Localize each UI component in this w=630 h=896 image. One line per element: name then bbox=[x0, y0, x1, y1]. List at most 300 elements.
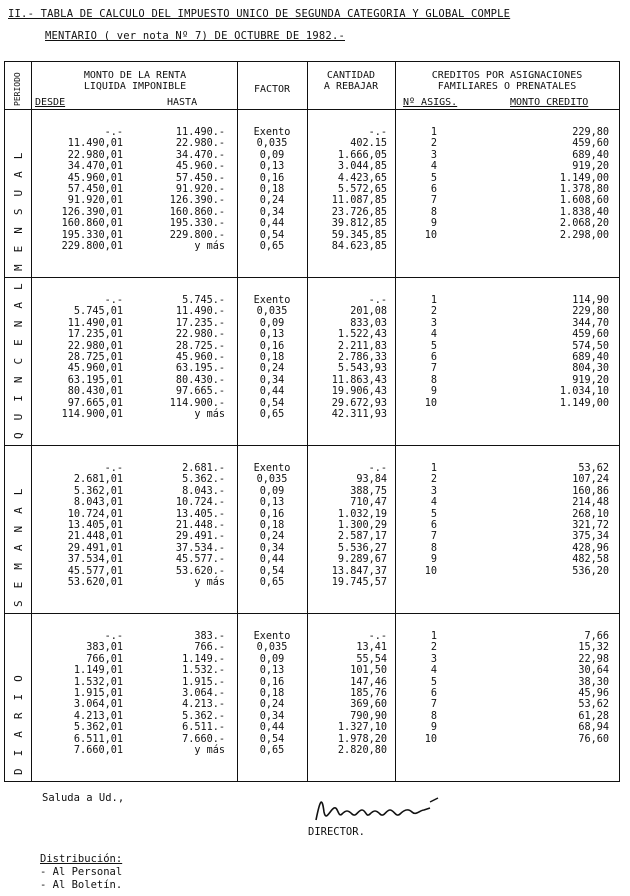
cell-hasta: 97.665.- bbox=[175, 386, 225, 398]
cell-rebaja: 147,46 bbox=[350, 676, 387, 688]
cell-monto-credito: 1.378,80 bbox=[559, 184, 609, 195]
table-row bbox=[5, 577, 619, 588]
table-row bbox=[5, 138, 619, 149]
cell-hasta: 53.620.- bbox=[175, 565, 225, 577]
cell-factor: 0,13 bbox=[259, 329, 285, 341]
cell-monto-credito: 459,60 bbox=[572, 329, 609, 341]
cell-monto-credito: 1.034,10 bbox=[559, 386, 609, 398]
cell-nro-asigs: 4 bbox=[430, 665, 437, 677]
cell-factor: 0,18 bbox=[259, 352, 285, 363]
cell-nro-asigs: 10 bbox=[424, 565, 437, 577]
header-cantidad-line1: CANTIDAD bbox=[326, 70, 376, 81]
cell-rebaja: 2.820,80 bbox=[337, 745, 387, 756]
distribution-item-personal: - Al Personal bbox=[40, 866, 123, 878]
cell-desde: 160.860,01 bbox=[61, 218, 123, 230]
cell-monto-credito: 114,90 bbox=[572, 295, 609, 306]
table-row bbox=[5, 375, 619, 386]
cell-desde: 5.362,01 bbox=[73, 485, 123, 497]
cell-desde: 34.470,01 bbox=[67, 161, 123, 173]
cell-monto-credito: 344,70 bbox=[572, 317, 609, 329]
cell-desde: -.- bbox=[104, 463, 123, 474]
cell-factor: 0,13 bbox=[259, 161, 285, 173]
cell-monto-credito: 919,20 bbox=[572, 374, 609, 386]
cell-nro-asigs: 3 bbox=[430, 317, 437, 329]
cell-monto-credito: 7,66 bbox=[584, 631, 609, 642]
cell-nro-asigs: 7 bbox=[430, 363, 437, 375]
cell-rebaja: 5.543,93 bbox=[337, 363, 387, 375]
cell-nro-asigs: 5 bbox=[430, 340, 437, 352]
cell-rebaja: 13,41 bbox=[356, 642, 387, 654]
cell-desde: 1.532,01 bbox=[73, 676, 123, 688]
cell-factor: 0,13 bbox=[259, 497, 285, 509]
closing-greeting: Saluda a Ud., bbox=[42, 792, 125, 804]
cell-hasta: 29.491.- bbox=[175, 531, 225, 543]
cell-monto-credito: 375,34 bbox=[572, 531, 609, 543]
cell-monto-credito: 804,30 bbox=[572, 363, 609, 375]
table-row bbox=[5, 642, 619, 653]
table-row bbox=[5, 688, 619, 699]
cell-rebaja: 4.423,65 bbox=[337, 172, 387, 184]
cell-hasta: 22.980.- bbox=[175, 138, 225, 150]
cell-factor: 0,24 bbox=[259, 699, 285, 711]
table-row bbox=[5, 531, 619, 542]
cell-factor: 0,24 bbox=[259, 195, 285, 207]
cell-rebaja: 42.311,93 bbox=[331, 409, 387, 420]
cell-hasta: 160.860.- bbox=[169, 206, 225, 218]
table-row bbox=[5, 699, 619, 710]
distribution-heading: Distribución: bbox=[40, 853, 123, 865]
cell-hasta: y más bbox=[194, 241, 225, 252]
table-row bbox=[5, 329, 619, 340]
table-row bbox=[5, 341, 619, 352]
cell-nro-asigs: 1 bbox=[430, 295, 437, 306]
cell-rebaja: 39.812,85 bbox=[331, 218, 387, 230]
cell-monto-credito: 689,40 bbox=[572, 149, 609, 161]
cell-monto-credito: 30,64 bbox=[578, 665, 609, 677]
cell-hasta: 766.- bbox=[194, 642, 225, 654]
header-cantidad-line2: A REBAJAR bbox=[323, 81, 379, 92]
document-title-line-2 bbox=[45, 30, 345, 42]
cell-nro-asigs: 1 bbox=[430, 127, 437, 138]
cell-rebaja: 201,08 bbox=[350, 306, 387, 318]
cell-desde: 28.725,01 bbox=[67, 352, 123, 363]
table-row bbox=[5, 127, 619, 138]
cell-rebaja: 402.15 bbox=[350, 138, 387, 150]
cell-monto-credito: 53,62 bbox=[578, 699, 609, 711]
cell-monto-credito: 61,28 bbox=[578, 710, 609, 722]
cell-monto-credito: 268,10 bbox=[572, 508, 609, 520]
cell-factor: 0,54 bbox=[259, 397, 285, 409]
cell-hasta: 6.511.- bbox=[182, 722, 225, 734]
cell-monto-credito: 160,86 bbox=[572, 485, 609, 497]
cell-hasta: 4.213.- bbox=[182, 699, 225, 711]
table-row bbox=[5, 745, 619, 756]
cell-factor: 0,16 bbox=[259, 508, 285, 520]
cell-monto-credito: 1.608,60 bbox=[559, 195, 609, 207]
cell-nro-asigs: 2 bbox=[430, 474, 437, 486]
cell-desde: 2.681,01 bbox=[73, 474, 123, 486]
table-row bbox=[5, 230, 619, 241]
cell-hasta: 10.724.- bbox=[175, 497, 225, 509]
cell-desde: 29.491,01 bbox=[67, 542, 123, 554]
section-divider bbox=[5, 277, 619, 278]
cell-rebaja: 2.211,83 bbox=[337, 340, 387, 352]
cell-hasta: 45.960.- bbox=[175, 352, 225, 363]
cell-rebaja: 11.087,85 bbox=[331, 195, 387, 207]
cell-factor: 0,34 bbox=[259, 542, 285, 554]
cell-monto-credito: 574,50 bbox=[572, 340, 609, 352]
cell-nro-asigs: 3 bbox=[430, 653, 437, 665]
cell-rebaja: 29.672,93 bbox=[331, 397, 387, 409]
cell-nro-asigs: 9 bbox=[430, 722, 437, 734]
cell-hasta: 383.- bbox=[194, 631, 225, 642]
table-row bbox=[5, 241, 619, 252]
cell-monto-credito: 38,30 bbox=[578, 676, 609, 688]
cell-hasta: 91.920.- bbox=[175, 184, 225, 195]
cell-rebaja: 1.522,43 bbox=[337, 329, 387, 341]
cell-nro-asigs: 4 bbox=[430, 329, 437, 341]
cell-factor: 0,18 bbox=[259, 688, 285, 699]
table-row bbox=[5, 711, 619, 722]
section-divider bbox=[5, 445, 619, 446]
cell-hasta: y más bbox=[194, 577, 225, 588]
table-row bbox=[5, 409, 619, 420]
cell-nro-asigs: 6 bbox=[430, 688, 437, 699]
cell-monto-credito: 428,96 bbox=[572, 542, 609, 554]
cell-nro-asigs: 1 bbox=[430, 631, 437, 642]
cell-hasta: 8.043.- bbox=[182, 485, 225, 497]
table-row bbox=[5, 295, 619, 306]
cell-nro-asigs: 5 bbox=[430, 508, 437, 520]
table-row bbox=[5, 554, 619, 565]
cell-factor: 0,54 bbox=[259, 565, 285, 577]
table-row bbox=[5, 218, 619, 229]
cell-hasta: y más bbox=[194, 409, 225, 420]
cell-desde: 5.362,01 bbox=[73, 722, 123, 734]
cell-factor: 0,44 bbox=[259, 722, 285, 734]
cell-desde: 45.577,01 bbox=[67, 565, 123, 577]
cell-factor: 0,65 bbox=[259, 241, 285, 252]
section-label-diario: DIARIO bbox=[12, 663, 25, 775]
cell-rebaja: 19.745,57 bbox=[331, 577, 387, 588]
cell-monto-credito: 2.068,20 bbox=[559, 218, 609, 230]
cell-rebaja: 9.289,67 bbox=[337, 554, 387, 566]
cell-desde: 383,01 bbox=[86, 642, 123, 654]
header-monto-line1: MONTO DE LA RENTA bbox=[83, 70, 187, 81]
cell-nro-asigs: 3 bbox=[430, 149, 437, 161]
cell-hasta: 2.681.- bbox=[182, 463, 225, 474]
cell-rebaja: -.- bbox=[368, 295, 387, 306]
table-row bbox=[5, 173, 619, 184]
cell-hasta: 34.470.- bbox=[175, 149, 225, 161]
distribution-item-boletin: - Al Boletín. bbox=[40, 879, 123, 891]
cell-desde: -.- bbox=[104, 127, 123, 138]
cell-desde: 5.745,01 bbox=[73, 306, 123, 318]
cell-hasta: 28.725.- bbox=[175, 340, 225, 352]
cell-rebaja: 84.623,85 bbox=[331, 241, 387, 252]
cell-factor: 0,09 bbox=[259, 149, 285, 161]
cell-hasta: 45.577.- bbox=[175, 554, 225, 566]
cell-factor: 0,65 bbox=[259, 745, 285, 756]
cell-desde: 22.980,01 bbox=[67, 149, 123, 161]
cell-monto-credito: 45,96 bbox=[578, 688, 609, 699]
cell-hasta: 37.534.- bbox=[175, 542, 225, 554]
cell-factor: Exento bbox=[253, 295, 291, 306]
table-row bbox=[5, 352, 619, 363]
cell-rebaja: 369,60 bbox=[350, 699, 387, 711]
cell-desde: 63.195,01 bbox=[67, 374, 123, 386]
cell-rebaja: 55,54 bbox=[356, 653, 387, 665]
cell-rebaja: 1.300,29 bbox=[337, 520, 387, 531]
table-row bbox=[5, 566, 619, 577]
cell-rebaja: 3.044,85 bbox=[337, 161, 387, 173]
cell-factor: Exento bbox=[253, 631, 291, 642]
cell-rebaja: -.- bbox=[368, 463, 387, 474]
cell-rebaja: 13.847,37 bbox=[331, 565, 387, 577]
cell-rebaja: 710,47 bbox=[350, 497, 387, 509]
cell-rebaja: 19.906,43 bbox=[331, 386, 387, 398]
cell-desde: 45.960,01 bbox=[67, 363, 123, 375]
cell-desde: 195.330,01 bbox=[61, 229, 123, 241]
cell-rebaja: -.- bbox=[368, 127, 387, 138]
cell-factor: 0,54 bbox=[259, 733, 285, 745]
cell-nro-asigs: 8 bbox=[430, 710, 437, 722]
cell-desde: 6.511,01 bbox=[73, 733, 123, 745]
cell-factor: Exento bbox=[253, 463, 291, 474]
cell-factor: 0,44 bbox=[259, 218, 285, 230]
cell-factor: 0,34 bbox=[259, 374, 285, 386]
table-row bbox=[5, 509, 619, 520]
cell-factor: 0,54 bbox=[259, 229, 285, 241]
cell-nro-asigs: 9 bbox=[430, 386, 437, 398]
cell-factor: 0,035 bbox=[256, 642, 288, 654]
cell-nro-asigs: 4 bbox=[430, 161, 437, 173]
cell-rebaja: 59.345,85 bbox=[331, 229, 387, 241]
cell-hasta: 1.915.- bbox=[182, 676, 225, 688]
cell-nro-asigs: 1 bbox=[430, 463, 437, 474]
cell-monto-credito: 229,80 bbox=[572, 127, 609, 138]
cell-rebaja: 1.666,05 bbox=[337, 149, 387, 161]
cell-hasta: 1.532.- bbox=[182, 665, 225, 677]
cell-rebaja: -.- bbox=[368, 631, 387, 642]
cell-desde: 53.620,01 bbox=[67, 577, 123, 588]
cell-hasta: 63.195.- bbox=[175, 363, 225, 375]
cell-hasta: 126.390.- bbox=[169, 195, 225, 207]
header-monto-line2: LIQUIDA IMPONIBLE bbox=[83, 81, 187, 92]
cell-desde: -.- bbox=[104, 295, 123, 306]
document-title-line-1 bbox=[8, 8, 510, 20]
cell-desde: 22.980,01 bbox=[67, 340, 123, 352]
cell-desde: 126.390,01 bbox=[61, 206, 123, 218]
cell-rebaja: 185,76 bbox=[350, 688, 387, 699]
cell-rebaja: 5.536,27 bbox=[337, 542, 387, 554]
cell-nro-asigs: 8 bbox=[430, 374, 437, 386]
cell-nro-asigs: 7 bbox=[430, 195, 437, 207]
table-row bbox=[5, 161, 619, 172]
cell-nro-asigs: 5 bbox=[430, 172, 437, 184]
cell-rebaja: 93,84 bbox=[356, 474, 387, 486]
table-row bbox=[5, 722, 619, 733]
table-row bbox=[5, 398, 619, 409]
table-row bbox=[5, 463, 619, 474]
title-line-2: MENTARIO ( ver nota Nº 7) DE OCTUBRE DE 1982.- bbox=[45, 30, 345, 42]
cell-desde: 1.915,01 bbox=[73, 688, 123, 699]
cell-monto-credito: 1.149,00 bbox=[559, 397, 609, 409]
table-row bbox=[5, 734, 619, 745]
cell-factor: 0,035 bbox=[256, 474, 288, 486]
cell-desde: 114.900,01 bbox=[61, 409, 123, 420]
header-factor: FACTOR bbox=[253, 84, 291, 95]
cell-factor: 0,18 bbox=[259, 520, 285, 531]
cell-rebaja: 11.863,43 bbox=[331, 374, 387, 386]
header-desde: DESDE bbox=[35, 97, 66, 108]
cell-factor: 0,16 bbox=[259, 172, 285, 184]
cell-hasta: 13.405.- bbox=[175, 508, 225, 520]
cell-rebaja: 5.572,65 bbox=[337, 184, 387, 195]
cell-nro-asigs: 6 bbox=[430, 520, 437, 531]
cell-hasta: 3.064.- bbox=[182, 688, 225, 699]
cell-desde: 229.800,01 bbox=[61, 241, 123, 252]
section-divider bbox=[5, 613, 619, 614]
tax-table bbox=[4, 61, 620, 782]
cell-desde: 3.064,01 bbox=[73, 699, 123, 711]
table-row bbox=[5, 150, 619, 161]
header-creditos-line2: FAMILIARES O PRENATALES bbox=[437, 81, 577, 92]
cell-hasta: 45.960.- bbox=[175, 161, 225, 173]
header-monto-credito: MONTO CREDITO bbox=[510, 97, 589, 108]
cell-desde: 80.430,01 bbox=[67, 386, 123, 398]
table-row bbox=[5, 195, 619, 206]
cell-rebaja: 2.587,17 bbox=[337, 531, 387, 543]
cell-factor: 0,65 bbox=[259, 409, 285, 420]
cell-monto-credito: 214,48 bbox=[572, 497, 609, 509]
cell-monto-credito: 76,60 bbox=[578, 733, 609, 745]
cell-rebaja: 23.726,85 bbox=[331, 206, 387, 218]
cell-nro-asigs: 10 bbox=[424, 229, 437, 241]
table-row bbox=[5, 386, 619, 397]
cell-hasta: 11.490.- bbox=[175, 127, 225, 138]
cell-nro-asigs: 8 bbox=[430, 542, 437, 554]
cell-factor: 0,44 bbox=[259, 554, 285, 566]
cell-nro-asigs: 2 bbox=[430, 642, 437, 654]
cell-factor: 0,09 bbox=[259, 653, 285, 665]
table-row bbox=[5, 497, 619, 508]
cell-factor: 0,16 bbox=[259, 340, 285, 352]
cell-desde: 8.043,01 bbox=[73, 497, 123, 509]
cell-desde: -.- bbox=[104, 631, 123, 642]
cell-desde: 13.405,01 bbox=[67, 520, 123, 531]
table-row bbox=[5, 207, 619, 218]
table-row bbox=[5, 474, 619, 485]
cell-monto-credito: 919,20 bbox=[572, 161, 609, 173]
header-creditos bbox=[397, 70, 617, 92]
cell-hasta: 17.235.- bbox=[175, 317, 225, 329]
cell-monto-credito: 689,40 bbox=[572, 352, 609, 363]
cell-desde: 10.724,01 bbox=[67, 508, 123, 520]
cell-hasta: y más bbox=[194, 745, 225, 756]
section-label-semanal: SEMANAL bbox=[12, 476, 25, 607]
cell-nro-asigs: 6 bbox=[430, 352, 437, 363]
cell-hasta: 5.362.- bbox=[182, 710, 225, 722]
cell-monto-credito: 536,20 bbox=[572, 565, 609, 577]
cell-hasta: 1.149.- bbox=[182, 653, 225, 665]
cell-nro-asigs: 4 bbox=[430, 497, 437, 509]
cell-nro-asigs: 3 bbox=[430, 485, 437, 497]
cell-hasta: 5.362.- bbox=[182, 474, 225, 486]
cell-desde: 1.149,01 bbox=[73, 665, 123, 677]
cell-hasta: 114.900.- bbox=[169, 397, 225, 409]
cell-nro-asigs: 10 bbox=[424, 397, 437, 409]
cell-hasta: 5.745.- bbox=[182, 295, 225, 306]
header-cantidad bbox=[307, 70, 395, 92]
cell-rebaja: 1.327,10 bbox=[337, 722, 387, 734]
cell-monto-credito: 459,60 bbox=[572, 138, 609, 150]
cell-rebaja: 388,75 bbox=[350, 485, 387, 497]
cell-factor: 0,16 bbox=[259, 676, 285, 688]
cell-desde: 91.920,01 bbox=[67, 195, 123, 207]
cell-factor: 0,34 bbox=[259, 206, 285, 218]
section-label-mensual: MENSUAL bbox=[12, 140, 25, 271]
cell-desde: 11.490,01 bbox=[67, 138, 123, 150]
cell-desde: 21.448,01 bbox=[67, 531, 123, 543]
table-row bbox=[5, 520, 619, 531]
cell-monto-credito: 1.149,00 bbox=[559, 172, 609, 184]
cell-rebaja: 1.032,19 bbox=[337, 508, 387, 520]
header-creditos-line1: CREDITOS POR ASIGNACIONES bbox=[431, 70, 583, 81]
title-line-1: II.- TABLA DE CALCULO DEL IMPUESTO UNICO DE SEGUNDA CATEGORIA Y GLOBAL COMPLE bbox=[8, 8, 511, 20]
table-row bbox=[5, 486, 619, 497]
cell-factor: 0,035 bbox=[256, 306, 288, 318]
cell-desde: 57.450,01 bbox=[67, 184, 123, 195]
cell-factor: 0,65 bbox=[259, 577, 285, 588]
cell-factor: 0,24 bbox=[259, 531, 285, 543]
cell-monto-credito: 1.838,40 bbox=[559, 206, 609, 218]
cell-monto-credito: 68,94 bbox=[578, 722, 609, 734]
cell-factor: 0,34 bbox=[259, 710, 285, 722]
cell-nro-asigs: 9 bbox=[430, 554, 437, 566]
table-row bbox=[5, 318, 619, 329]
cell-factor: 0,44 bbox=[259, 386, 285, 398]
cell-monto-credito: 321,72 bbox=[572, 520, 609, 531]
section-divider bbox=[5, 109, 619, 110]
table-row bbox=[5, 184, 619, 195]
header-periodo: PERIODO bbox=[13, 72, 22, 106]
cell-monto-credito: 53,62 bbox=[578, 463, 609, 474]
cell-hasta: 21.448.- bbox=[175, 520, 225, 531]
cell-desde: 17.235,01 bbox=[67, 329, 123, 341]
cell-factor: 0,13 bbox=[259, 665, 285, 677]
cell-nro-asigs: 2 bbox=[430, 138, 437, 150]
cell-nro-asigs: 6 bbox=[430, 184, 437, 195]
cell-factor: 0,09 bbox=[259, 317, 285, 329]
cell-nro-asigs: 8 bbox=[430, 206, 437, 218]
table-row bbox=[5, 677, 619, 688]
cell-hasta: 11.490.- bbox=[175, 306, 225, 318]
cell-monto-credito: 229,80 bbox=[572, 306, 609, 318]
cell-factor: 0,035 bbox=[256, 138, 288, 150]
cell-hasta: 57.450.- bbox=[175, 172, 225, 184]
cell-nro-asigs: 10 bbox=[424, 733, 437, 745]
table-row bbox=[5, 306, 619, 317]
header-hasta: HASTA bbox=[167, 97, 198, 108]
cell-hasta: 22.980.- bbox=[175, 329, 225, 341]
cell-monto-credito: 2.298,00 bbox=[559, 229, 609, 241]
cell-nro-asigs: 2 bbox=[430, 306, 437, 318]
table-row bbox=[5, 631, 619, 642]
section-label-quincenal: QUINCENAL bbox=[12, 271, 25, 439]
table-row bbox=[5, 654, 619, 665]
cell-rebaja: 1.978,20 bbox=[337, 733, 387, 745]
